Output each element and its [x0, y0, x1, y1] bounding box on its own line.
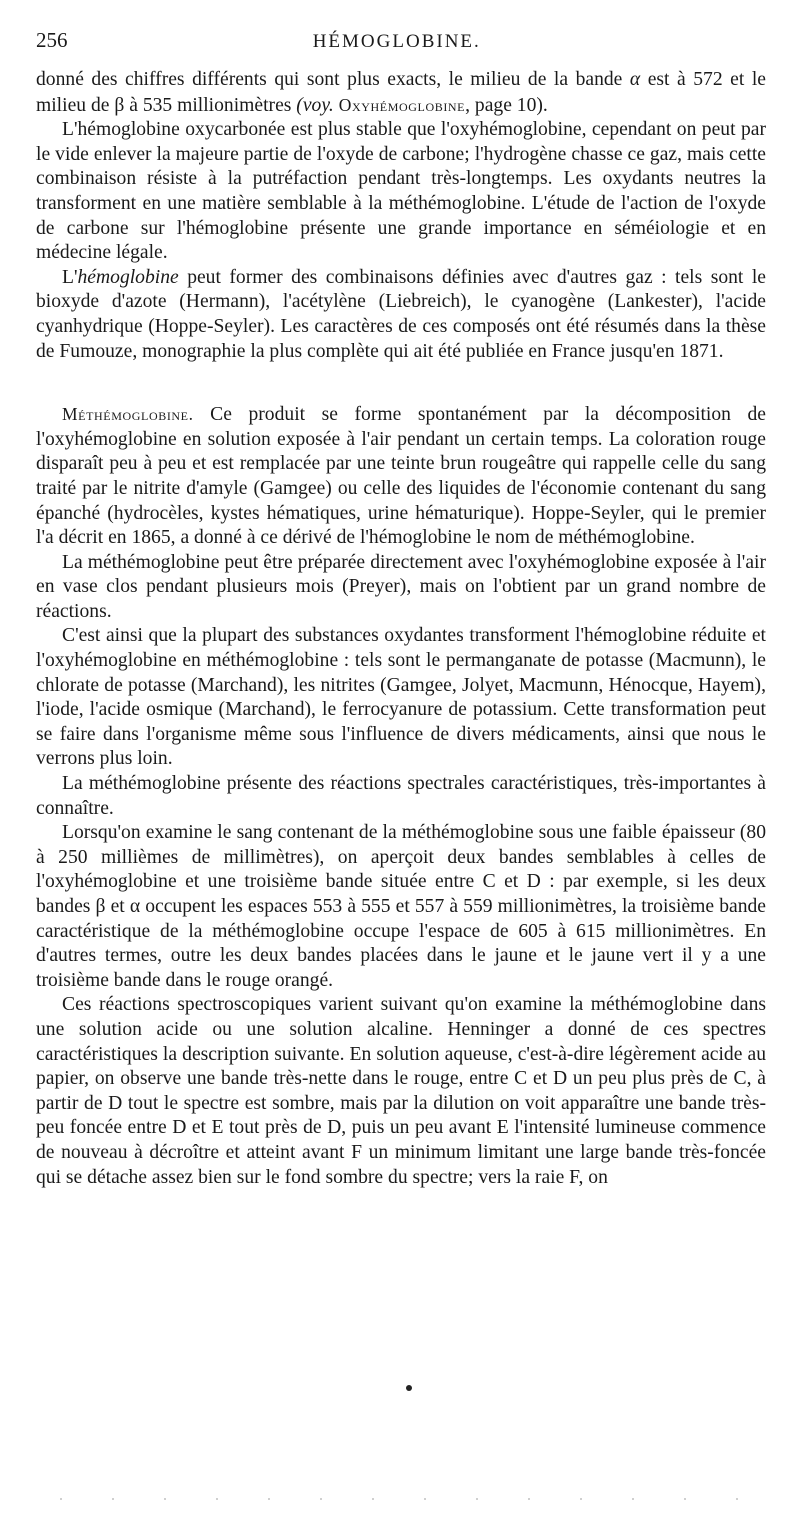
paragraph-reactions-spectrales: La méthémoglobine présente des réactions spectrales caractéristiques, très-importantes à connaître. [36, 773, 766, 819]
print-mark [406, 1385, 412, 1391]
paragraph-henninger: Ces réactions spectroscopiques varient suivant qu'on examine la méthémoglobine dans une solution acide ou une solution alcaline. Henninger a donné de ces spectres caractéristiques la description suivante. En solution aqueuse, c'est-à-dire légèrement acide au papier, on observe une bande très-nette dans le rouge, entre C et D un peu plus près de C, à partir de D tout le spectre est sombre, mais par la dilution on voit apparaître une bande très-peu foncée entre D et E tout près de D, puis un peu avant E l'intensité lumineuse commence de nouveau à décroître et atteint avant F un minimum limitant une large bande très-foncée qui se détache assez bien sur le fond sombre du spectre; vers la raie F, on [36, 994, 766, 1188]
text-run: est à 572 et le milieu de β à 535 millionimètres [36, 69, 766, 116]
text-run: , page 10). [465, 94, 548, 116]
paragraph-oxycarbonee: L'hémoglobine oxycarbonée est plus stable que l'oxyhémoglobine, cependant on peut par le vide enlever la majeure partie de l'oxyde de carbone; l'hydrogène chasse ce gaz, mais cette combinaison résiste à la putréfaction pendant très-longtemps. Les oxydants neutres la transforment en une matière semblable à la méthémoglobine. L'étude de l'action de l'oxyde de carbone sur l'hémoglobine présente une grande importance en séméiologie et en médecine légale. [36, 119, 766, 264]
section-gap [36, 364, 766, 402]
running-header [36, 28, 766, 62]
paragraph-continuation [36, 68, 766, 118]
text-run: donné des chiffres différents qui sont plus exacts, le milieu de la bande [36, 69, 630, 90]
italic-term: hémoglobine [77, 266, 179, 288]
page-number: 256 [36, 28, 68, 52]
paragraph-combinaisons [36, 266, 766, 364]
text-run: Ce produit se forme spontanément par la décomposition de l'oxyhémoglobine en solution exposée à l'air pendant un certain temps. La coloration rouge disparaît peu à peu et est remplacée par une teinte brun rougeâtre qui rappelle celle du sang traité par le nitrite d'amyle (Gamgee) ou celle des liquides de l'économie contenant du sang épanché (hydrocèles, kystes hématiques, urine hématurique). Hoppe-Seyler, qui le premier l'a décrit en 1865, a donné à ce dérivé de l'hémoglobine le nom de méthémoglobine. [36, 404, 766, 549]
section-heading: Méthémoglobine. [62, 404, 194, 425]
voy-reference: (voy. [296, 94, 334, 116]
text-run: peut former des combinaisons définies avec d'autres gaz : tels sont le bioxyde d'azote (Hermann), l'acétylène (Liebreich), le cyanogène (Lankester), l'acide cyanhydrique (Hoppe-Seyler). Les caractères de ces composés ont été résumés dans la thèse de Fumouze, monographie la plus complète qui ait été publiée en France jusqu'en 1871. [36, 266, 766, 362]
cross-reference: Oxyhémoglobine [338, 94, 466, 115]
text-run: L' [62, 266, 78, 288]
running-title: HÉMOGLOBINE. [312, 31, 481, 52]
paragraph-methemoglobine [36, 402, 766, 551]
paragraph-oxydantes: C'est ainsi que la plupart des substances oxydantes transforment l'hémoglobine réduite et l'oxyhémoglobine en méthémoglobine : tels sont le permanganate de potasse (Macmunn), le chlorate de potasse (Marchand), les nitrites (Gamgee, Jolyet, Macmunn, Hénocque, Hayem), l'iode, l'acide osmique (Marchand), le ferrocyanure de potassium. Cette transformation peut se faire dans l'organisme même sous l'influence de divers médicaments, ainsi que nous le verrons plus loin. [36, 625, 766, 770]
greek-alpha: α [629, 69, 641, 90]
scan-artifact [60, 1498, 740, 1500]
paragraph-bandes: Lorsqu'on examine le sang contenant de la méthémoglobine sous une faible épaisseur (80 à 250 millièmes de millimètres), on aperçoit deux bandes semblables à celles de l'oxyhémoglobine et une troisième bande située entre C et D : par exemple, si les deux bandes β et α occupent les espaces 553 à 555 et 557 à 559 millionimètres, la troisième bande caractéristique de la méthémoglobine occupe l'espace de 605 à 615 millionimètres. En d'autres termes, outre les deux bandes placées dans le jaune et le jaune vert il y a une troisième bande dans le rouge orangé. [36, 822, 766, 991]
paragraph-preparation: La méthémoglobine peut être préparée directement avec l'oxyhémoglobine exposée à l'air en vase clos pendant plusieurs mois (Preyer), mais on l'obtient par un grand nombre de réactions. [36, 551, 766, 622]
